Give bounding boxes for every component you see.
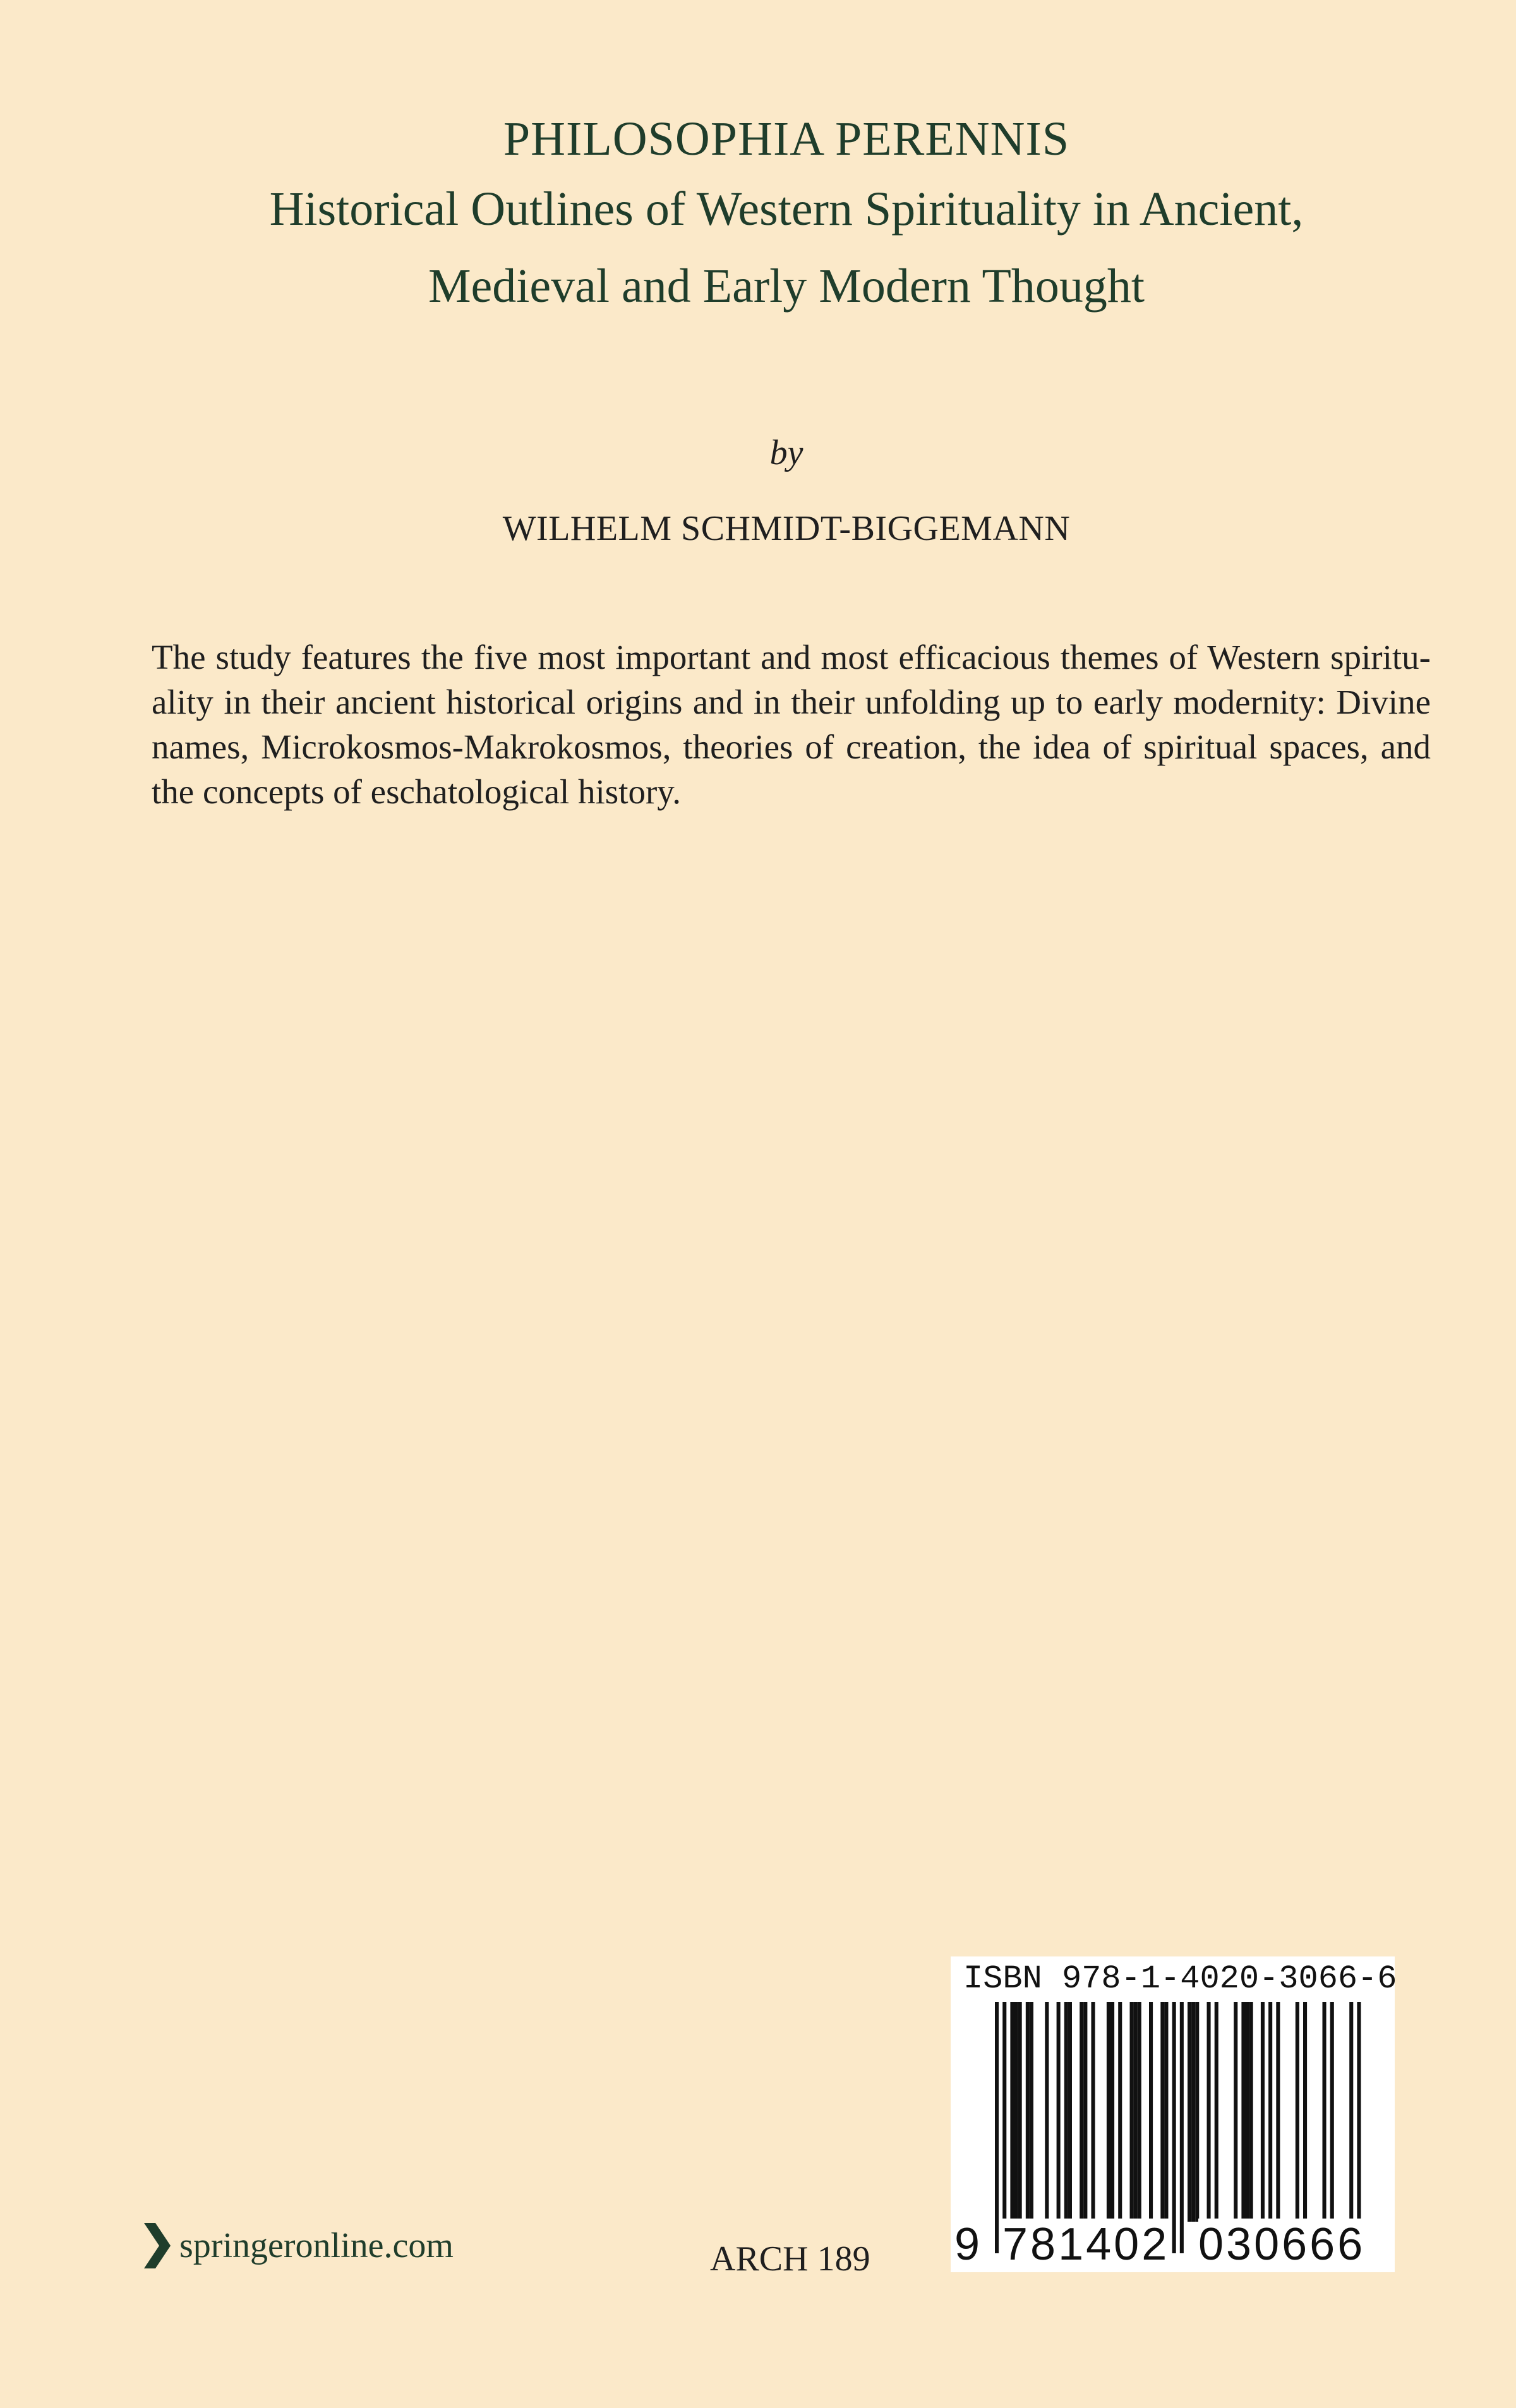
barcode-bar (1118, 2002, 1122, 2222)
barcode-bar (1092, 2002, 1095, 2222)
description-line: ality in their ancient historical origins and in their unfolding up to early modernity: Divine (152, 683, 1431, 721)
book-title: PHILOSOPHIA PERENNIS (503, 112, 1070, 165)
book-description (152, 635, 1431, 814)
barcode-bar (1045, 2002, 1049, 2222)
barcode-bar (1207, 2002, 1211, 2222)
barcode-bar (1110, 2002, 1114, 2222)
barcode-bar (1234, 2002, 1237, 2222)
barcode-bar (1149, 2002, 1153, 2222)
barcode-bar (1191, 2002, 1195, 2222)
barcode-bar (1180, 2002, 1184, 2253)
barcode-bar (1303, 2002, 1307, 2222)
barcode-left-digits: 781402 (1002, 2219, 1170, 2270)
barcode-bar (1241, 2002, 1245, 2222)
barcode-bar (1296, 2002, 1299, 2222)
barcode-bar (1026, 2002, 1030, 2222)
barcode-bar (1268, 2002, 1272, 2222)
barcode-right-digits: 030666 (1198, 2219, 1366, 2270)
barcode-bar (1068, 2002, 1072, 2222)
author-name: WILHELM SCHMIDT-BIGGEMANN (502, 509, 1071, 548)
chevron-right-icon (144, 2223, 171, 2268)
barcode-bar (995, 2002, 999, 2253)
barcode-bar (1080, 2002, 1083, 2222)
barcode-bar (1195, 2002, 1199, 2222)
barcode-bar (1138, 2002, 1141, 2222)
barcode-bar (1261, 2002, 1265, 2222)
barcode-bar (1249, 2002, 1253, 2222)
description-line: the concepts of eschatological history. (152, 772, 681, 811)
book-subtitle-line-2: Medieval and Early Modern Thought (428, 260, 1145, 313)
barcode-bar (1083, 2002, 1087, 2222)
barcode-bar (1188, 2002, 1191, 2222)
series-number: ARCH 189 (710, 2239, 870, 2279)
by-label: by (769, 433, 803, 472)
barcode-bar (1130, 2002, 1134, 2222)
barcode-bar (1057, 2002, 1061, 2222)
barcode-bar (1002, 2002, 1006, 2253)
barcode-bar (1160, 2002, 1164, 2222)
isbn-barcode (951, 1956, 1395, 2272)
barcode-bar (1010, 2002, 1014, 2222)
barcode-bar (1064, 2002, 1068, 2222)
barcode-bar (1134, 2002, 1138, 2222)
barcode-first-digit: 9 (954, 2219, 980, 2270)
barcode-bar (1030, 2002, 1033, 2222)
publisher-link (144, 2223, 454, 2268)
barcode-bar (1107, 2002, 1110, 2222)
barcode-bar (1172, 2002, 1176, 2253)
title-block (0, 107, 1516, 325)
barcode-bar (1018, 2002, 1022, 2222)
barcode-bar (1323, 2002, 1326, 2222)
barcode-bar (1014, 2002, 1018, 2222)
publisher-url: springeronline.com (179, 2226, 454, 2265)
barcode-bar (1357, 2002, 1361, 2253)
description-line: names, Microkosmos-Makrokosmos, theories of creation, the idea of spiritual spaces, and (152, 728, 1431, 766)
barcode-bar (1276, 2002, 1280, 2222)
barcode-bar (1330, 2002, 1334, 2222)
barcode-bar (1164, 2002, 1168, 2222)
barcode-bar (1215, 2002, 1218, 2222)
isbn-label: ISBN 978-1-4020-3066-6 (963, 1960, 1397, 1998)
barcode-bar (1246, 2002, 1249, 2222)
description-line: The study features the five most important and most efficacious themes of Western spiritu- (152, 638, 1431, 676)
book-subtitle-line-1: Historical Outlines of Western Spirituality in Ancient, (269, 183, 1304, 236)
barcode-bar (1349, 2002, 1353, 2253)
